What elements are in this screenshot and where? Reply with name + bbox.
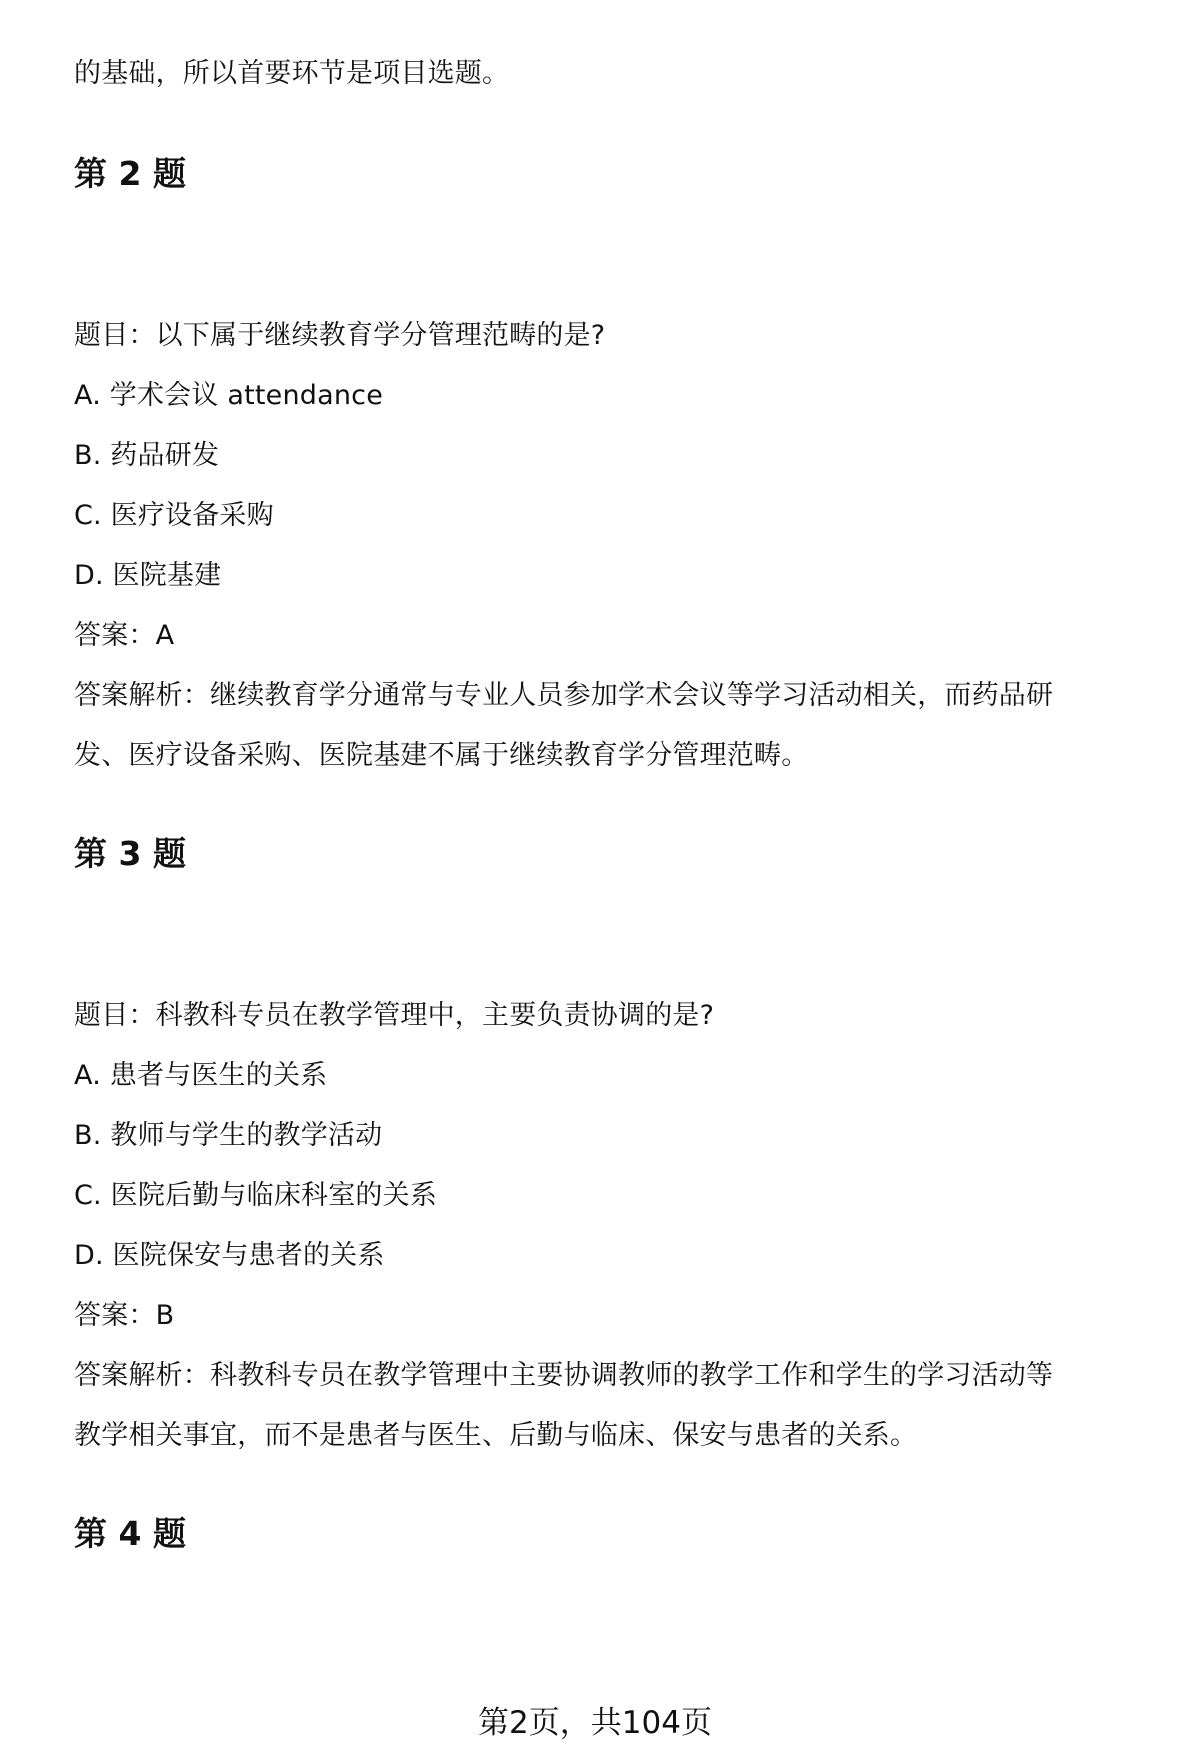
question-3-option-d: D. 医院保安与患者的关系: [74, 1240, 385, 1271]
question-3-option-b: B. 教师与学生的教学活动: [74, 1120, 383, 1151]
page-number-footer: 第2页，共104页: [478, 1705, 712, 1741]
question-2-explanation-line-2: 发、医疗设备采购、医院基建不属于继续教育学分管理范畴。: [74, 740, 809, 771]
question-2-option-d: D. 医院基建: [74, 560, 222, 591]
question-3-explanation-line-1: 答案解析：科教科专员在教学管理中主要协调教师的教学工作和学生的学习活动等: [74, 1360, 1054, 1391]
question-2-option-b: B. 药品研发: [74, 440, 220, 471]
question-3-explanation-line-2: 教学相关事宜，而不是患者与医生、后勤与临床、保安与患者的关系。: [74, 1420, 918, 1451]
question-2-answer: 答案：A: [74, 620, 175, 651]
question-2-option-c: C. 医疗设备采购: [74, 500, 274, 531]
question-3-heading: 第 3 题: [74, 834, 186, 873]
question-3-option-c: C. 医院后勤与临床科室的关系: [74, 1180, 438, 1211]
question-3-stem: 题目：科教科专员在教学管理中，主要负责协调的是?: [74, 1000, 715, 1031]
question-3-answer: 答案：B: [74, 1300, 175, 1331]
question-3-option-a: A. 患者与医生的关系: [74, 1060, 328, 1091]
question-2-heading: 第 2 题: [74, 154, 186, 193]
question-2-option-a: A. 学术会议 attendance: [74, 380, 384, 411]
question-2-explanation-line-1: 答案解析：继续教育学分通常与专业人员参加学术会议等学习活动相关，而药品研: [74, 680, 1054, 711]
question-4-heading: 第 4 题: [74, 1514, 186, 1553]
intro-continuation: 的基础，所以首要环节是项目选题。: [74, 58, 510, 89]
question-2-stem: 题目：以下属于继续教育学分管理范畴的是?: [74, 320, 606, 351]
